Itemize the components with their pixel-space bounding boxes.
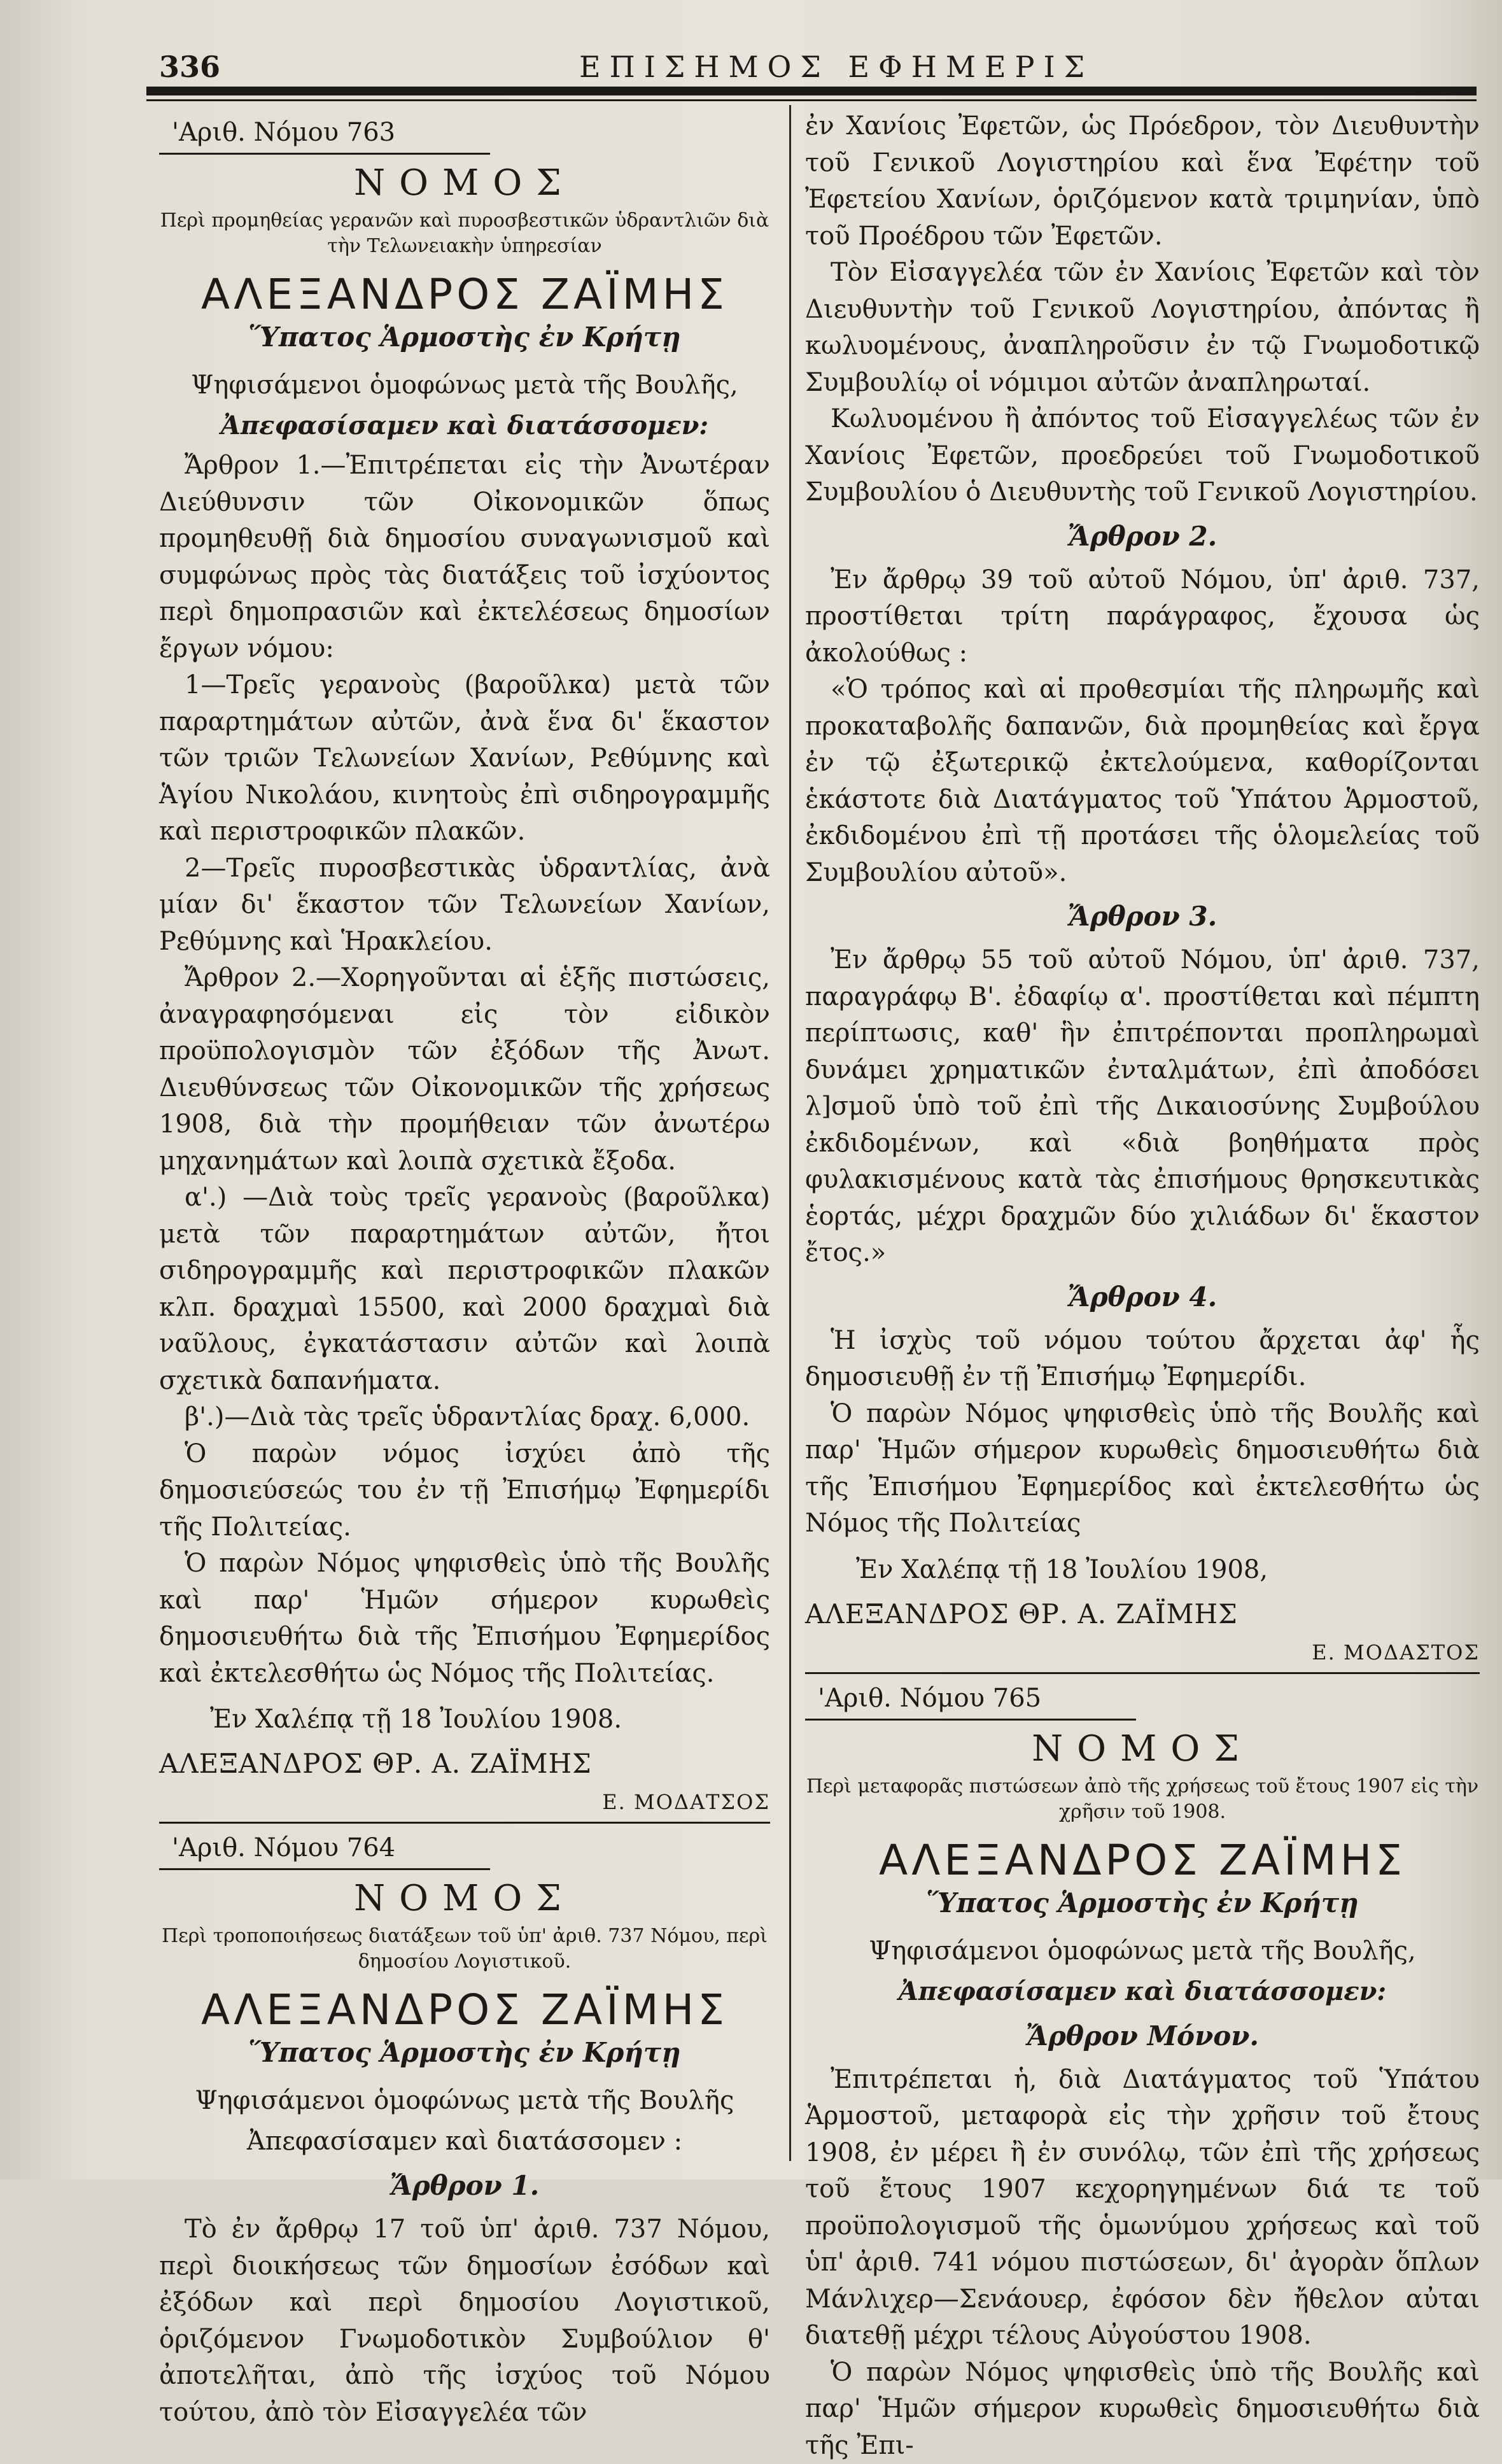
article-quote: «Ὁ τρόπος καὶ αἱ προθεσμίαι τῆς πληρωμῆς καὶ προκαταβολῆς δαπανῶν, διὰ προμηθείας καὶ ἔργα ἐν τῷ ἐξωτερικῷ ἐκτελούμενα, καθορίζονται ἑκάστοτε διὰ Διατάγματος τοῦ Ὑπάτου Ἁρμοστοῦ, ἐκδιδομένου ἐπὶ τῇ προτάσει τῆς ὁλομελείας τοῦ Συμβουλίου αὐτοῦ». — [805, 672, 1480, 891]
enactment-line: Ψηφισάμενοι ὁμοφώνως μετὰ τῆς Βουλῆς, — [159, 366, 770, 404]
article-heading: Ἄρθρον 4. — [805, 1274, 1480, 1320]
countersigner: Ε. ΜΟΔΑΣΤΟΣ — [805, 1637, 1480, 1668]
article-paragraph: Ἐν ἄρθρῳ 55 τοῦ αὐτοῦ Νόμου, ὑπ' ἀριθ. 737, παραγράφῳ Β'. ἐδαφίῳ α'. προστίθεται καὶ πέμπτη περίπτωσις, καθ' ἣν ἐπιτρέπονται προπληρωμαὶ δυνάμει χρηματικῶν ἐνταλμάτων, ἐπὶ ἀποδόσει λ]σμοῦ ὑπὸ τοῦ ἐπὶ τῆς Δικαιοσύνης Συμβούλου ἐκδιδομένων, καὶ «διὰ βοηθήματα πρὸς φυλακισμένους κατὰ τὰς ἐπισήμους θρησκευτικὰς ἑορτάς, μέχρι δραχμῶν δύο χιλιάδων δι' ἕκαστον ἔτος.» — [805, 942, 1480, 1272]
law-subject: Περὶ μεταφορᾶς πιστώσεων ἀπὸ τῆς χρήσεως τοῦ ἔτους 1907 εἰς τὴν χρῆσιν τοῦ 1908. — [805, 1774, 1480, 1825]
law-heading: ΝΟΜΟΣ — [159, 161, 770, 206]
law-number-rule — [159, 153, 490, 155]
issuer-name: ΑΛΕΞΑΝΔΡΟΣ ΖΑΪΜΗΣ — [805, 1836, 1480, 1885]
law-separator — [805, 1672, 1480, 1674]
enactment-decree: Ἀπεφασίσαμεν καὶ διατάσσομεν: — [805, 1973, 1480, 2011]
article-paragraph: Ἐπιτρέπεται ἡ, διὰ Διατάγματος τοῦ Ὑπάτου Ἁρμοστοῦ, μεταφορὰ εἰς τὴν χρῆσιν τοῦ ἔτους 1908, ἐν μέρει ἢ ἐν συνόλῳ, τῶν ἐπὶ τῆς χρήσεως τοῦ ἔτους 1907 κεχορηγημένων διά τε τοῦ προϋπολογισμοῦ τῆς ὁμωνύμου χρήσεως καὶ τοῦ ὑπ' ἀριθ. 741 νόμου πιστώσεων, δι' ἀγορὰν ὅπλων Μάνλιχερ—Σενάουερ, ἐφόσον δὲν ἤθελον αὐται διατεθῇ μέχρι τέλους Αὐγούστου 1908. — [805, 2062, 1480, 2355]
enactment-line: Ψηφισάμενοι ὁμοφώνως μετὰ τῆς Βουλῆς, — [805, 1932, 1480, 1970]
article-paragraph: Ὁ παρὼν Νόμος ψηφισθεὶς ὑπὸ τῆς Βουλῆς καὶ παρ' Ἡμῶν σήμερον κυρωθεὶς δημοσιευθήτω διὰ τῆς Ἐπισήμου Ἐφημερίδος καὶ ἐκτελεσθήτω ὡς Νόμος τῆς Πολιτείας. — [159, 1545, 770, 1692]
article-paragraph: Ἄρθρον 1.—Ἐπιτρέπεται εἰς τὴν Ἀνωτέραν Διεύθυνσιν τῶν Οἰκονομικῶν ὅπως προμηθευθῇ διὰ δημοσίου συναγωνισμοῦ καὶ συμφώνως πρὸς τὰς διατάξεις τοῦ ἰσχύοντος περὶ δημοπρασιῶν καὶ ἐκτελέσεως δημοσίων ἔργων νόμου: — [159, 447, 770, 667]
article-paragraph: Ὁ παρὼν νόμος ἰσχύει ἀπὸ τῆς δημοσιεύσεώς του ἐν τῇ Ἐπισήμῳ Ἐφημερίδι τῆς Πολιτείας. — [159, 1436, 770, 1546]
page-header — [146, 45, 1477, 89]
article-paragraph: Ὁ παρὼν Νόμος ψηφισθεὶς ὑπὸ τῆς Βουλῆς καὶ παρ' Ἡμῶν σήμερον κυρωθεὶς δημοσιευθήτω διὰ τῆς Ἐπισήμου Ἐφημερίδος καὶ ἐκτελεσθήτω ὡς Νόμος τῆς Πολιτείας — [805, 1396, 1480, 1542]
issuer-title: Ὕπατος Ἁρμοστὴς ἐν Κρήτῃ — [159, 319, 770, 356]
law-number: 'Αριθ. Νόμου 763 — [172, 113, 770, 151]
header-rule-thin — [146, 99, 1477, 101]
article-heading: Ἄρθρον 3. — [805, 894, 1480, 940]
signer: ΑΛΕΞΑΝΔΡΟΣ ΘΡ. Α. ΖΑΪΜΗΣ — [805, 1595, 1480, 1634]
left-column — [159, 108, 770, 2431]
law-765 — [805, 1679, 1480, 2464]
article-paragraph: ἐν Χανίοις Ἐφετῶν, ὡς Πρόεδρον, τὸν Διευθυντὴν τοῦ Γενικοῦ Λογιστηρίου καὶ ἕνα Ἐφέτην τοῦ Ἐφετείου Χανίων, ὁριζόμενον κατὰ τριμηνίαν, ὑπὸ τοῦ Προέδρου τῶν Ἐφετῶν. — [805, 108, 1480, 255]
law-number: 'Αριθ. Νόμου 765 — [818, 1679, 1480, 1717]
article-paragraph: Ὁ παρὼν Νόμος ψηφισθεὶς ὑπὸ τῆς Βουλῆς καὶ παρ' Ἡμῶν σήμερον κυρωθεὶς δημοσιευθήτω διὰ τῆς Ἐπι- — [805, 2355, 1480, 2464]
law-number-rule — [805, 1719, 1136, 1721]
law-number: 'Αριθ. Νόμου 764 — [172, 1829, 770, 1867]
issuer-title: Ὕπατος Ἁρμοστὴς ἐν Κρήτῃ — [159, 2034, 770, 2071]
law-subject: Περὶ τροποποιήσεως διατάξεων τοῦ ὑπ' ἀριθ. 737 Νόμου, περὶ δημοσίου Λογιστικοῦ. — [159, 1924, 770, 1975]
article-paragraph: Ἄρθρον 2.—Χορηγοῦνται αἱ ἑξῆς πιστώσεις, ἀναγραφησόμεναι εἰς τὸν εἰδικὸν προϋπολογισμὸν τῶν ἐξόδων τῆς Ἀνωτ. Διευθύνσεως τῶν Οἰκονομικῶν τῆς χρήσεως 1908, διὰ τὴν προμήθειαν τῶν ἀνωτέρω μηχανημάτων καὶ λοιπὰ σχετικὰ ἔξοδα. — [159, 960, 770, 1179]
article-heading: Ἄρθρον 2. — [805, 514, 1480, 560]
countersigner: Ε. ΜΟΔΑΤΣΟΣ — [159, 1786, 770, 1818]
article-paragraph: Τὸν Εἰσαγγελέα τῶν ἐν Χανίοις Ἐφετῶν καὶ τὸν Διευθυντὴν τοῦ Γενικοῦ Λογιστηρίου, ἀπόντας ἢ κωλυομένους, ἀναπληροῦσιν ἐν τῷ Γνωμοδοτικῷ Συμβουλίῳ οἱ νόμιμοι αὐτῶν ἀναπληρωταί. — [805, 255, 1480, 401]
article-paragraph: β'.)—Διὰ τὰς τρεῖς ὑδραντλίας δραχ. 6,000. — [159, 1399, 770, 1436]
law-heading: ΝΟΜΟΣ — [159, 1876, 770, 1921]
law-subject: Περὶ προμηθείας γερανῶν καὶ πυροσβεστικῶν ὑδραντλιῶν διὰ τὴν Τελωνειακὴν ὑπηρεσίαν — [159, 208, 770, 259]
article-paragraph: 2—Τρεῖς πυροσβεστικὰς ὑδραντλίας, ἀνὰ μίαν δι' ἕκαστον τῶν Τελωνείων Χανίων, Ρεθύμνης καὶ Ἡρακλείου. — [159, 850, 770, 961]
header-rule — [146, 87, 1477, 95]
right-column — [805, 108, 1480, 2464]
article-paragraph: Τὸ ἐν ἄρθρῳ 17 τοῦ ὑπ' ἀριθ. 737 Νόμου, περὶ διοικήσεως τῶν δημοσίων ἐσόδων καὶ ἐξόδων καὶ περὶ δημοσίου Λογιστικοῦ, ὁριζόμενον Γνωμοδοτικὸν Συμβούλιον θ' ἀποτελῆται, ἀπὸ τῆς ἰσχύος τοῦ Νόμου τούτου, ἀπὸ τὸν Εἰσαγγελέα τῶν — [159, 2211, 770, 2431]
issuer-name: ΑΛΕΞΑΝΔΡΟΣ ΖΑΪΜΗΣ — [159, 271, 770, 319]
issuer-name: ΑΛΕΞΑΝΔΡΟΣ ΖΑΪΜΗΣ — [159, 1986, 770, 2034]
article-paragraph: Ἐν ἄρθρῳ 39 τοῦ αὐτοῦ Νόμου, ὑπ' ἀριθ. 737, προστίθεται τρίτη παράγραφος, ἔχουσα ὡς ἀκολούθως : — [805, 562, 1480, 672]
law-separator — [159, 1822, 770, 1824]
law-763 — [159, 113, 770, 1824]
article-paragraph: Ἡ ἰσχὺς τοῦ νόμου τούτου ἄρχεται ἀφ' ἧς δημοσιευθῇ ἐν τῇ Ἐπισήμῳ Ἐφημερίδι. — [805, 1323, 1480, 1396]
issuer-title: Ὕπατος Ἁρμοστὴς ἐν Κρήτῃ — [805, 1885, 1480, 1922]
date-line: Ἐν Χαλέπᾳ τῇ 18 Ἰουλίου 1908. — [210, 1700, 770, 1739]
enactment-decree: Ἀπεφασίσαμεν καὶ διατάσσομεν : — [159, 2122, 770, 2160]
law-heading: ΝΟΜΟΣ — [805, 1727, 1480, 1771]
article-paragraph: Κωλυομένου ἢ ἀπόντος τοῦ Εἰσαγγελέως τῶν ἐν Χανίοις Ἐφετῶν, προεδρεύει τοῦ Γνωμοδοτικοῦ Συμβουλίου ὁ Διευθυντὴς τοῦ Γενικοῦ Λογιστηρίου. — [805, 401, 1480, 511]
date-line: Ἐν Χαλέπᾳ τῇ 18 Ἰουλίου 1908, — [856, 1550, 1480, 1589]
page-title: ΕΠΙΣΗΜΟΣ ΕΦΗΜΕΡΙΣ — [579, 50, 1093, 84]
enactment-decree: Ἀπεφασίσαμεν καὶ διατάσσομεν: — [159, 407, 770, 445]
article-paragraph: 1—Τρεῖς γερανοὺς (βαροῦλκα) μετὰ τῶν παραρτημάτων αὐτῶν, ἀνὰ ἕνα δι' ἕκαστον τῶν τριῶν Τελωνείων Χανίων, Ρεθύμνης καὶ Ἁγίου Νικολάου, κινητοὺς ἐπὶ σιδηρογραμμῆς καὶ περιστροφικῶν πλακῶν. — [159, 667, 770, 850]
article-heading: Ἄρθρον Μόνον. — [805, 2013, 1480, 2059]
law-764-continued — [805, 108, 1480, 1674]
article-paragraph: α'.) —Διὰ τοὺς τρεῖς γερανοὺς (βαροῦλκα) μετὰ τῶν παραρτημάτων αὐτῶν, ἤτοι σιδηρογραμμῆς καὶ περιστροφικῶν πλακῶν κλπ. δραχμαὶ 15500, καὶ 2000 δραχμαὶ διὰ ναῦλους, ἐγκατάστασιν αὐτῶν καὶ λοιπὰ σχετικὰ δαπανήματα. — [159, 1179, 770, 1399]
enactment-line: Ψηφισάμενοι ὁμοφώνως μετὰ τῆς Βουλῆς — [159, 2081, 770, 2120]
column-divider — [789, 105, 791, 2161]
law-number-rule — [159, 1868, 490, 1870]
law-764 — [159, 1829, 770, 2431]
page-number: 336 — [159, 50, 220, 84]
article-heading: Ἄρθρον 1. — [159, 2163, 770, 2209]
signer: ΑΛΕΞΑΝΔΡΟΣ ΘΡ. Α. ΖΑΪΜΗΣ — [159, 1744, 770, 1784]
